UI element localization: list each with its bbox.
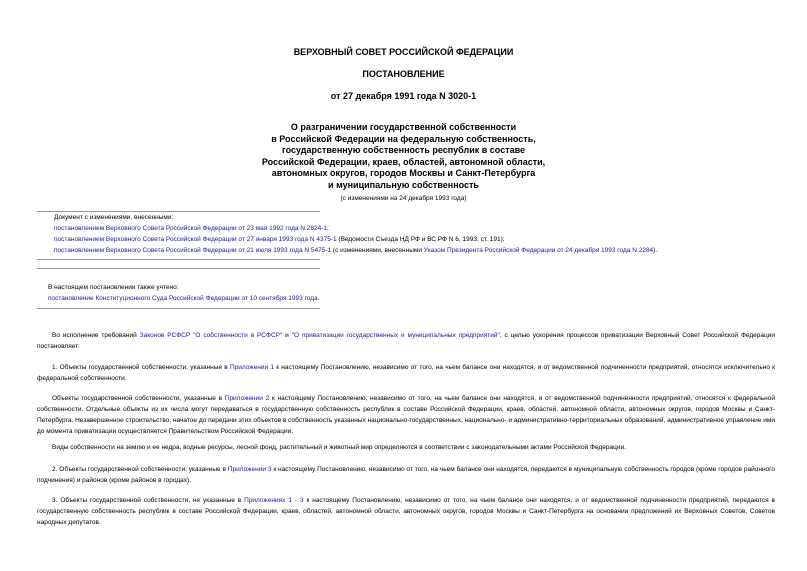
paragraph-2: 2. Объекты государственной собственности, указанные в Приложении 3 к настоящему Постановлению, независимо от того, на чьем балансе они находятся, передаются в муниципальную собственность городов (кроме городов районного подчинения) и районов (кроме районов в городах). [37, 466, 775, 484]
paragraph-land: Виды собственности на землю и ее недра, водные ресурсы, лесной фонд, растительный и животный мир определяются в соответствии с законодательными актами Российской Федерации. [52, 444, 626, 451]
change-link[interactable]: постановлением Верховного Совета Российской Федерации от 23 мая 1992 года N 2824-1 [54, 225, 328, 232]
changes-intro: Документ с изменениями, внесенными: [54, 214, 174, 221]
amendment-note: (с изменениями на 24 декабря 1993 года) [340, 195, 467, 202]
also-intro: В настоящем постановлении также учтено: [48, 284, 179, 291]
paragraph-1-cont: Объекты государственной собственности, указанные в Приложении 2 к настоящему Постановлению, независимо от того, на чьем балансе они находятся, и от ведомственной подчиненности предприятий, относятся к федеральной собственности. Отдельные объекты из их числа могут передаваться в государственную собственность республик в составе Российской Федерации, краев, областей, автономной области, автономных округов, городов Москвы и Санкт-Петербурга. Незавершенное строительство, начатое до передачи этих объектов в собственность указанных национально-государственных, национально- и административно-территориальных образований, административное управление ими до момента приватизации осуществляется Правительством Российской Федерации. [37, 395, 775, 435]
appendix-link[interactable]: Приложении 3 [227, 466, 272, 473]
change-item: постановлением Верховного Совета Российской Федерации от 27 января 1993 года N 4375-1 (Ведомости Съезда НД РФ и ВС РФ N 6, 1993, ст. 191); [54, 236, 505, 243]
title-line: О разграничении государственной собственности [290, 122, 517, 132]
change-link[interactable]: постановлением Верховного Совета Российской Федерации от 27 января 1993 года N 4375-1 [54, 236, 337, 243]
divider [37, 268, 320, 269]
title-line: в Российской Федерации на федеральную собственность, [271, 133, 536, 144]
title-line: автономных округов, городов Москвы и Санкт-Петербурга [271, 168, 536, 178]
change-item: постановлением Верховного Совета Российской Федерации от 23 мая 1992 года N 2824-1; [54, 225, 329, 232]
appendix-link[interactable]: Приложениях 1 - 3 [244, 497, 304, 504]
title-line: и муниципальную собственность [328, 179, 479, 190]
decree-link[interactable]: Указом Президента Российской Федерации от 24 декабря 1993 года N 2284 [423, 247, 654, 254]
change-link[interactable]: постановлением Верховного Совета Российской Федерации от 21 июля 1993 года N 5475-1 [54, 247, 332, 254]
appendix-link[interactable]: Приложении 2 [224, 395, 270, 402]
law-link[interactable]: Законов РСФСР "О собственности в РСФСР" [139, 332, 283, 339]
paragraph-3: 3. Объекты государственной собственности, не указанные в Приложениях 1 - 3 к настоящему Постановлению, независимо от того, на чьем балансе они находятся, и от ведомственной подчиненности предприятий, передаются в государственную собственность республик в составе Российской Федерации, краев, областей, автономной области, автономных округов, городов Москвы и Санкт-Петербурга на основании предложений их Верховных Советов, Советов народных депутатов. [37, 497, 776, 526]
law-link[interactable]: "О приватизации государственных и муниципальных предприятий" [291, 332, 500, 339]
divider [37, 259, 320, 260]
change-item: постановлением Верховного Совета Российской Федерации от 21 июля 1993 года N 5475-1 (с изменениями, внесенными Указом Президента Российской Федерации от 24 декабря 1993 года N 2284). [54, 247, 658, 254]
divider [37, 308, 320, 309]
document-title [0, 122, 807, 191]
issuing-authority: ВЕРХОВНЫЙ СОВЕТ РОССИЙСКОЙ ФЕДЕРАЦИИ [293, 47, 514, 57]
court-ruling-link[interactable]: постановление Конституционного Суда Российской Федерации от 10 сентября 1993 года [48, 295, 318, 302]
also-item: постановление Конституционного Суда Российской Федерации от 10 сентября 1993 года. [48, 295, 320, 302]
appendix-link[interactable]: Приложении 1 [229, 364, 274, 371]
title-line: Российской Федерации, краев, областей, автономной области, [261, 156, 546, 167]
document-type: ПОСТАНОВЛЕНИЕ [362, 69, 445, 79]
paragraph-preamble: Во исполнение требований Законов РСФСР "О собственности в РСФСР" и "О приватизации государственных и муниципальных предприятий", с целью ускорения процессов приватизации Верховный Совет Российской Федерации постановляет: [37, 332, 775, 350]
title-line: государственную собственность республик в составе [281, 145, 526, 155]
document-date-number: от 27 декабря 1991 года N 3020-1 [330, 91, 477, 101]
paragraph-1: 1. Объекты государственной собственности, указанные в Приложении 1 к настоящему Постановлению, независимо от того, на чьем балансе они находятся, и от ведомственной подчиненности предприятий, относятся исключительно к федеральной собственности. [37, 364, 776, 382]
